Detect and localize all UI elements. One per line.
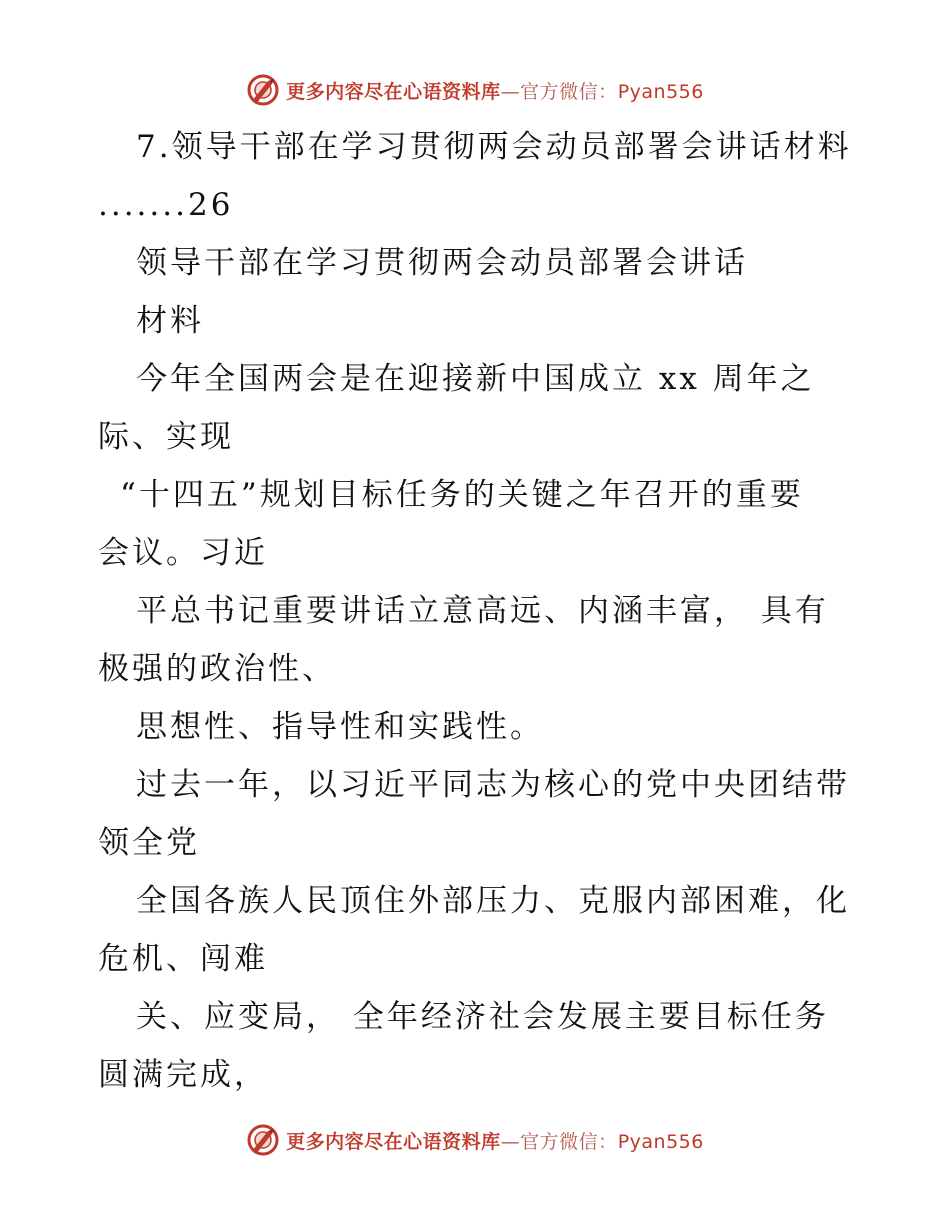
banner-text xyxy=(286,1127,704,1154)
paragraph-line: 际、实现 xyxy=(98,419,234,455)
toc-page-number: .......26 xyxy=(98,187,234,223)
header-banner xyxy=(0,70,950,110)
paragraph-line: 关、应变局， 全年经济社会发展主要目标任务 xyxy=(136,999,829,1035)
paragraph-line: 极强的政治性、 xyxy=(98,651,336,687)
banner-separator: — xyxy=(500,80,521,103)
banner-account: Pyan556 xyxy=(617,1130,704,1153)
paragraph-line: 过去一年，以习近平同志为核心的党中央团结带 xyxy=(136,767,850,803)
paragraph-line: 领全党 xyxy=(98,825,200,861)
banner-official-label: 官方微信： xyxy=(520,1130,618,1153)
paragraph-line: 全国各族人民顶住外部压力、克服内部困难，化 xyxy=(136,883,850,919)
banner-text xyxy=(286,77,704,104)
paragraph-line: 思想性、指导性和实践性。 xyxy=(136,709,544,745)
paragraph-line: 危机、闯难 xyxy=(98,941,268,977)
section-title-continued: 材料 xyxy=(136,303,204,339)
toc-entry: 7.领导干部在学习贯彻两会动员部署会讲话材料 xyxy=(136,129,852,165)
paragraph-line: 平总书记重要讲话立意高远、内涵丰富， 具有 xyxy=(136,593,829,629)
paragraph-line: 会议。习近 xyxy=(98,535,268,571)
footer-banner xyxy=(0,1120,950,1160)
banner-library-text: 更多内容尽在心语资料库 xyxy=(286,1130,501,1153)
pen-circle-logo-icon xyxy=(246,73,280,107)
paragraph-line: 圆满完成， xyxy=(98,1057,268,1093)
banner-library-text: 更多内容尽在心语资料库 xyxy=(286,80,501,103)
paragraph-line: 今年全国两会是在迎接新中国成立 xx 周年之 xyxy=(136,361,815,397)
banner-official-label: 官方微信： xyxy=(520,80,618,103)
paragraph-line: “十四五”规划目标任务的关键之年召开的重要 xyxy=(120,477,804,513)
banner-separator: — xyxy=(500,1130,521,1153)
section-title: 领导干部在学习贯彻两会动员部署会讲话 xyxy=(136,245,748,281)
banner-account: Pyan556 xyxy=(617,80,704,103)
document-body xyxy=(98,118,868,1104)
pen-circle-logo-icon xyxy=(246,1123,280,1157)
